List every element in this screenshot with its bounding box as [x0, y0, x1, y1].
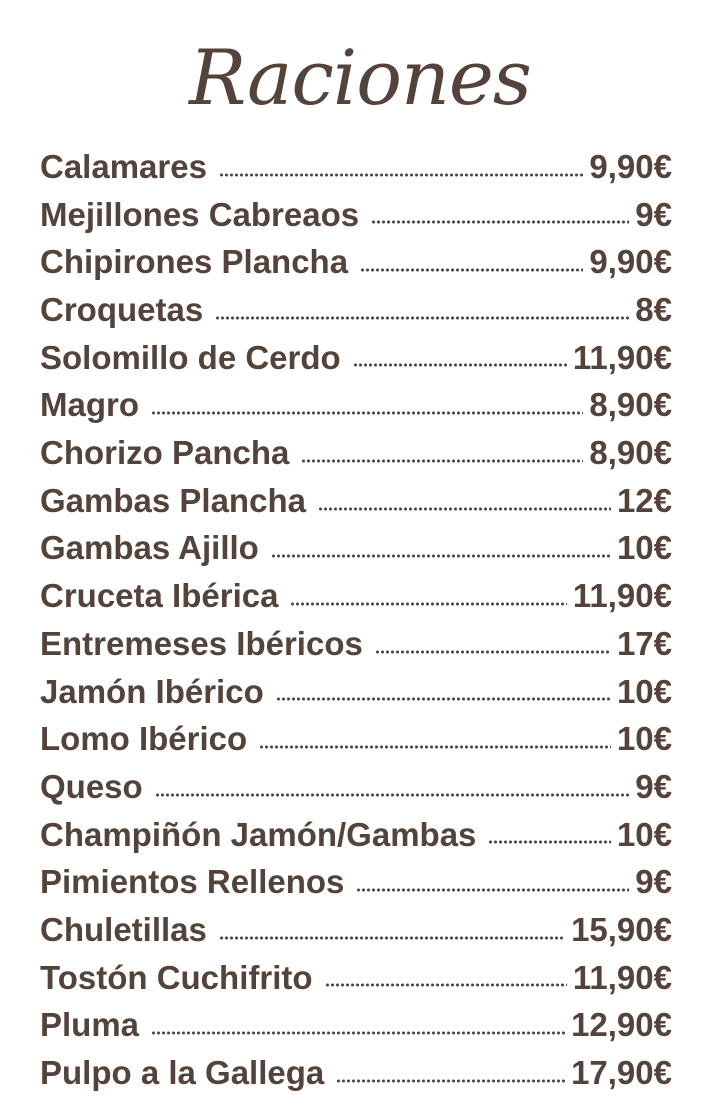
menu-item-price: 17,90€: [571, 1054, 672, 1092]
dot-leader: [371, 219, 629, 225]
menu-item-price: 11,90€: [572, 958, 672, 996]
menu-item-name: Chorizo Pancha: [40, 434, 290, 472]
menu-item: [40, 381, 672, 429]
menu-item-name: Chipirones Plancha: [40, 243, 349, 281]
menu-item-name: Croquetas: [40, 291, 204, 329]
menu-item-price: 17€: [616, 624, 672, 662]
menu-item-price: 9,90€: [589, 243, 672, 281]
menu-item: [40, 668, 672, 716]
menu-item: [40, 1001, 672, 1049]
menu-title: Raciones: [189, 33, 531, 122]
menu-item-price: 10€: [616, 672, 672, 710]
menu-item-name: Pluma: [40, 1006, 140, 1044]
menu-item: [40, 286, 672, 334]
dot-leader: [318, 506, 611, 512]
menu-item-name: Champiñón Jamón/Gambas: [40, 815, 477, 853]
menu-item-name: Gambas Ajillo: [40, 529, 259, 567]
dot-leader: [375, 649, 611, 655]
menu-item-name: Lomo Ibérico: [40, 720, 248, 758]
menu-item-price: 9,90€: [589, 147, 672, 185]
menu-items-list: [40, 143, 672, 1097]
menu-item-price: 12,90€: [571, 1006, 672, 1044]
menu-item: [40, 906, 672, 954]
dot-leader: [353, 362, 567, 368]
menu-item-name: Entremeses Ibéricos: [40, 624, 363, 662]
dot-leader: [325, 982, 567, 988]
menu-item-price: 8€: [635, 291, 672, 329]
dot-leader: [360, 267, 583, 273]
menu-item-name: Queso: [40, 767, 143, 805]
menu-item-name: Magro: [40, 386, 139, 424]
dot-leader: [151, 1030, 565, 1036]
menu-item-name: Tostón Cuchifrito: [40, 958, 313, 996]
menu-item-name: Mejillones Cabreaos: [40, 195, 360, 233]
dot-leader: [259, 744, 611, 750]
menu-item-name: Solomillo de Cerdo: [40, 338, 341, 376]
menu-item: [40, 1049, 672, 1097]
menu-item-price: 15,90€: [571, 910, 672, 948]
dot-leader: [356, 887, 629, 893]
menu-item: [40, 954, 672, 1002]
menu-item: [40, 763, 672, 811]
menu-item-price: 10€: [616, 529, 672, 567]
dot-leader: [155, 792, 630, 798]
dot-leader: [488, 839, 611, 845]
dot-leader: [276, 696, 611, 702]
menu-item: [40, 143, 672, 191]
menu-item-price: 9€: [635, 195, 672, 233]
menu-item: [40, 858, 672, 906]
menu-item-price: 11,90€: [572, 338, 672, 376]
menu-item-price: 9€: [635, 767, 672, 805]
menu-item: [40, 477, 672, 525]
menu-item-name: Pimientos Rellenos: [40, 863, 345, 901]
menu-item-price: 9€: [635, 863, 672, 901]
menu-item-name: Gambas Plancha: [40, 481, 306, 519]
dot-leader: [336, 1078, 565, 1084]
menu-item-name: Chuletillas: [40, 910, 207, 948]
dot-leader: [219, 935, 565, 941]
menu-item-price: 8,90€: [589, 434, 672, 472]
menu-item-price: 10€: [616, 720, 672, 758]
menu-item: [40, 620, 672, 668]
dot-leader: [215, 315, 629, 321]
menu-item: [40, 191, 672, 239]
menu-item: [40, 572, 672, 620]
menu-item-name: Cruceta Ibérica: [40, 577, 279, 615]
menu-item-name: Jamón Ibérico: [40, 672, 264, 710]
menu-item-price: 10€: [616, 815, 672, 853]
menu-item: [40, 525, 672, 573]
dot-leader: [219, 172, 583, 178]
menu-item: [40, 715, 672, 763]
menu-item: [40, 429, 672, 477]
menu-item-price: 8,90€: [589, 386, 672, 424]
menu-item-name: Calamares: [40, 147, 207, 185]
menu-item: [40, 238, 672, 286]
menu-item-price: 12€: [616, 481, 672, 519]
dot-leader: [290, 601, 566, 607]
dot-leader: [271, 553, 611, 559]
menu-item-name: Pulpo a la Gallega: [40, 1054, 325, 1092]
menu-item: [40, 334, 672, 382]
dot-leader: [151, 410, 583, 416]
menu-item: [40, 811, 672, 859]
menu-item-price: 11,90€: [572, 577, 672, 615]
dot-leader: [301, 458, 583, 464]
